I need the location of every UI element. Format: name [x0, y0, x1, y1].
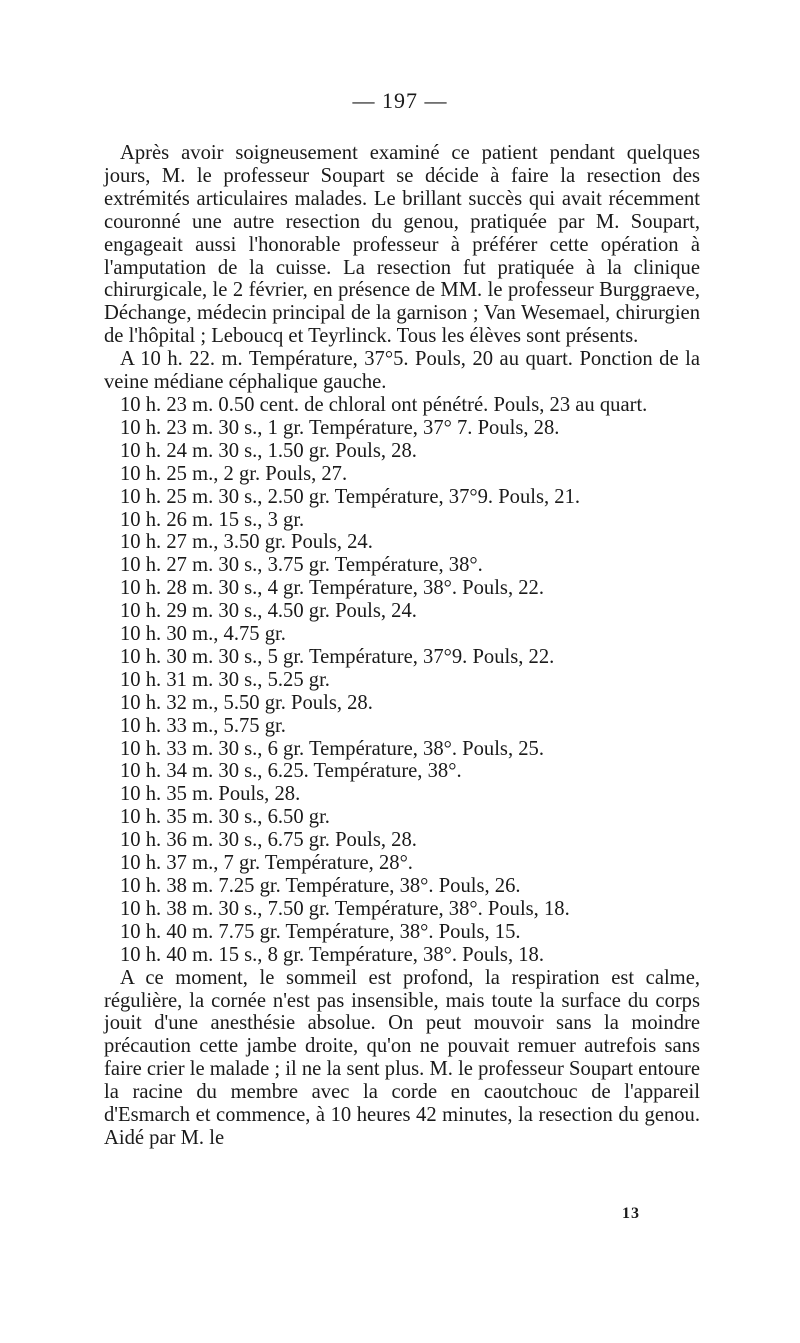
- log-entry: 10 h. 27 m., 3.50 gr. Pouls, 24.: [120, 531, 373, 554]
- log-entry: 10 h. 32 m., 5.50 gr. Pouls, 28.: [120, 691, 373, 714]
- log-entry: 10 h. 37 m., 7 gr. Température, 28°.: [120, 852, 413, 875]
- log-entry: 10 h. 31 m. 30 s., 5.25 gr.: [120, 668, 330, 691]
- page-number: — 197 —: [352, 88, 448, 113]
- log-entry: 10 h. 33 m., 5.75 gr.: [120, 714, 286, 737]
- log-entry: 10 h. 40 m. 7.75 gr. Température, 38°. Pouls, 15.: [120, 920, 521, 943]
- log-entry: 10 h. 25 m. 30 s., 2.50 gr. Température, 37°9. Pouls, 21.: [120, 485, 581, 508]
- log-entry: 10 h. 30 m., 4.75 gr.: [120, 623, 286, 646]
- log-entry: 10 h. 23 m. 30 s., 1 gr. Température, 37° 7. Pouls, 28.: [120, 416, 560, 439]
- signature-mark: 13: [622, 1205, 640, 1222]
- log-entry: 10 h. 38 m. 7.25 gr. Température, 38°. Pouls, 26.: [120, 875, 521, 897]
- log-entry: 10 h. 24 m. 30 s., 1.50 gr. Pouls, 28.: [120, 439, 417, 462]
- ponction-entry: A 10 h. 22. m. Température, 37°5. Pouls, 20 au quart. Ponction de la veine médiane céphalique gauche.: [104, 348, 700, 394]
- log-entry: 10 h. 27 m. 30 s., 3.75 gr. Température, 38°.: [120, 554, 483, 577]
- log-entry: 10 h. 35 m. Pouls, 28.: [120, 783, 301, 806]
- log-entry: 10 h. 33 m. 30 s., 6 gr. Température, 38°. Pouls, 25.: [120, 737, 544, 760]
- chloral-entry: 10 h. 23 m. 0.50 cent. de chloral ont pénétré. Pouls, 23 au quart.: [120, 393, 648, 416]
- closing-paragraph: A ce moment, le sommeil est profond, la respiration est calme, régulière, la cornée n'est pas insensible, mais toute la surface du corps jouit d'une anesthésie absolue. On peut mouvoir sans la moindre précaution cette jambe droite, qu'on ne pouvait remuer autrefois sans faire crier le malade ; il ne la sent plus. M. le professeur Soupart entoure la racine du membre avec la corde en caoutchouc de l'appareil d'Esmarch et commence, à 10 heures 42 minutes, la resection du genou. Aidé par M. le: [104, 966, 700, 1149]
- log-entry: 10 h. 40 m. 15 s., 8 gr. Température, 38°. Pouls, 18.: [120, 943, 544, 966]
- log-entry: 10 h. 35 m. 30 s., 6.50 gr.: [120, 806, 330, 829]
- log-entry: 10 h. 25 m., 2 gr. Pouls, 27.: [120, 462, 348, 485]
- intro-paragraph: Après avoir soigneusement examiné ce patient pendant quelques jours, M. le professeur Soupart se décide à faire la resection des extrémités articulaires malades. Le brillant succès qui avait récemment couronné une autre resection du genou, pratiquée par M. Soupart, engageait aussi l'honorable professeur à préférer cette opération à l'amputation de la cuisse. La resection fut pratiquée à la clinique chirurgicale, le 2 février, en présence de MM. le professeur Burggraeve, Déchange, médecin principal de la garnison ; Van Wesemael, chirurgien de l'hôpital ; Leboucq et Teyrlinck. Tous les élèves sont présents.: [104, 142, 700, 348]
- log-entry: 10 h. 28 m. 30 s., 4 gr. Température, 38°. Pouls, 22.: [120, 577, 544, 600]
- log-entry: 10 h. 38 m. 30 s., 7.50 gr. Température, 38°. Pouls, 18.: [120, 897, 570, 920]
- log-entry: 10 h. 36 m. 30 s., 6.75 gr. Pouls, 28.: [120, 829, 417, 852]
- log-entry: 10 h. 30 m. 30 s., 5 gr. Température, 37°9. Pouls, 22.: [120, 645, 555, 668]
- body-text: [104, 142, 700, 1150]
- log-entry: 10 h. 34 m. 30 s., 6.25. Température, 38°.: [120, 760, 462, 783]
- log-entry: 10 h. 26 m. 15 s., 3 gr.: [120, 508, 305, 531]
- log-entry: 10 h. 29 m. 30 s., 4.50 gr. Pouls, 24.: [120, 600, 417, 623]
